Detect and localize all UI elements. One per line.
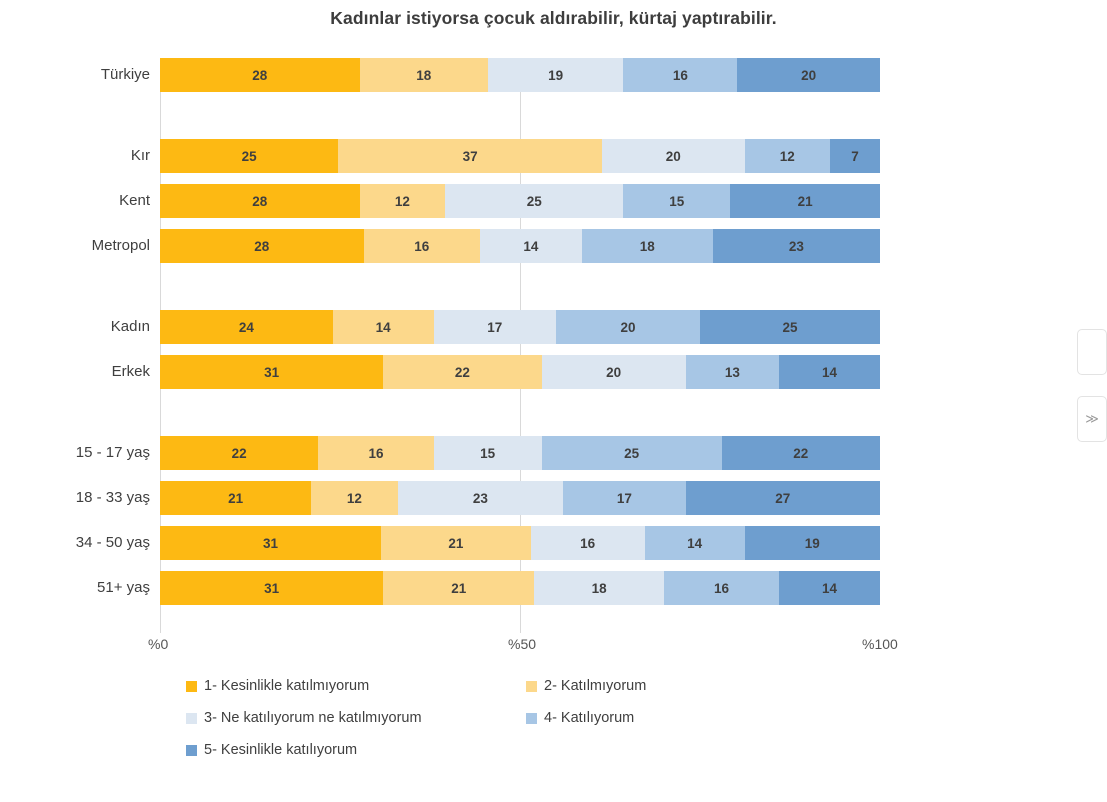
legend-swatch-3 [526, 713, 537, 724]
bar-row [160, 58, 880, 92]
bar-segment[interactable]: 12 [360, 184, 446, 218]
bar-segment[interactable]: 14 [480, 229, 582, 263]
legend-item-2[interactable] [186, 710, 526, 726]
bar-segment[interactable]: 21 [160, 481, 311, 515]
bar-segment[interactable]: 17 [563, 481, 685, 515]
category-label: 15 - 17 yaş [75, 444, 150, 461]
bar-segment[interactable]: 14 [779, 355, 880, 389]
bar-segment[interactable]: 28 [160, 58, 360, 92]
bar-segment[interactable]: 12 [745, 139, 831, 173]
bar-segment[interactable]: 31 [160, 526, 381, 560]
bar-segment[interactable]: 16 [664, 571, 779, 605]
bar-segment[interactable]: 31 [160, 355, 383, 389]
bar-segment[interactable]: 22 [160, 436, 318, 470]
bar-segment[interactable]: 16 [623, 58, 737, 92]
legend-swatch-4 [186, 745, 197, 756]
legend-row-1 [186, 678, 886, 694]
bar-segment[interactable]: 20 [602, 139, 745, 173]
legend-item-0[interactable] [186, 678, 526, 694]
bar-segment[interactable]: 12 [311, 481, 397, 515]
bar-segment[interactable]: 18 [582, 229, 713, 263]
category-label: Erkek [111, 363, 150, 380]
bar-segment[interactable]: 37 [338, 139, 602, 173]
bar-segment[interactable]: 20 [556, 310, 700, 344]
category-label: 34 - 50 yaş [75, 534, 150, 551]
bar-segment[interactable]: 25 [700, 310, 880, 344]
bar-segment[interactable]: 16 [364, 229, 480, 263]
bar-segment[interactable]: 19 [488, 58, 623, 92]
bar-row [160, 139, 880, 173]
legend-swatch-2 [186, 713, 197, 724]
bar-segment[interactable]: 22 [383, 355, 541, 389]
category-label: Metropol [91, 237, 150, 254]
bar-segment[interactable]: 25 [445, 184, 623, 218]
legend-swatch-1 [526, 681, 537, 692]
bar-segment[interactable]: 18 [534, 571, 664, 605]
bar-segment[interactable]: 20 [542, 355, 686, 389]
bar-segment[interactable]: 16 [531, 526, 645, 560]
bar-segment[interactable]: 31 [160, 571, 383, 605]
collapse-icon: ≫ [1085, 411, 1099, 426]
legend-item-1[interactable] [526, 678, 646, 694]
bar-segment[interactable]: 25 [542, 436, 722, 470]
bar-segment[interactable]: 7 [830, 139, 880, 173]
x-axis-tick-label: %0 [148, 636, 169, 652]
side-panel-button-collapse[interactable] [1077, 396, 1107, 442]
legend-label-2: 3- Ne katılıyorum ne katılmıyorum [204, 710, 422, 726]
bar-segment[interactable]: 25 [160, 139, 338, 173]
side-panel-button-top[interactable] [1077, 329, 1107, 375]
bar-segment[interactable]: 14 [779, 571, 880, 605]
legend-row-3 [186, 742, 886, 758]
bar-segment[interactable]: 19 [745, 526, 880, 560]
chart-title: Kadınlar istiyorsa çocuk aldırabilir, kürtaj yaptırabilir. [330, 8, 777, 28]
category-label: 51+ yaş [97, 579, 150, 596]
bar-segment[interactable]: 15 [623, 184, 730, 218]
bar-segment[interactable]: 20 [737, 58, 880, 92]
bar-segment[interactable]: 27 [686, 481, 880, 515]
bar-segment[interactable]: 14 [645, 526, 745, 560]
x-axis-tick-label: %100 [862, 636, 898, 652]
bar-row [160, 481, 880, 515]
category-label: Kadın [110, 318, 150, 335]
bar-row [160, 184, 880, 218]
legend-label-4: 5- Kesinlikle katılıyorum [204, 742, 358, 758]
bar-segment[interactable]: 23 [398, 481, 564, 515]
bar-row [160, 526, 880, 560]
bar-segment[interactable]: 13 [686, 355, 780, 389]
bar-segment[interactable]: 28 [160, 229, 364, 263]
legend-label-0: 1- Kesinlikle katılmıyorum [204, 678, 370, 694]
bar-row [160, 310, 880, 344]
legend-label-3: 4- Katılıyorum [544, 710, 635, 726]
legend [186, 678, 886, 774]
category-label: Kent [119, 192, 150, 209]
bar-segment[interactable]: 21 [730, 184, 880, 218]
bar-segment[interactable]: 21 [383, 571, 534, 605]
bar-row [160, 436, 880, 470]
legend-row-2 [186, 710, 886, 726]
legend-item-4[interactable] [186, 742, 526, 758]
bar-row [160, 229, 880, 263]
category-label: Kır [130, 147, 150, 164]
legend-label-1: 2- Katılmıyorum [544, 678, 647, 694]
category-label: 18 - 33 yaş [75, 489, 150, 506]
bar-segment[interactable]: 23 [713, 229, 880, 263]
plot-area [160, 58, 880, 633]
bar-segment[interactable]: 15 [434, 436, 542, 470]
bar-segment[interactable]: 14 [333, 310, 434, 344]
x-axis-tick-label: %50 [508, 636, 537, 652]
bar-segment[interactable]: 28 [160, 184, 360, 218]
legend-swatch-0 [186, 681, 197, 692]
bar-segment[interactable]: 17 [434, 310, 556, 344]
bar-row [160, 355, 880, 389]
bar-segment[interactable]: 16 [318, 436, 433, 470]
bar-segment[interactable]: 18 [360, 58, 488, 92]
bar-segment[interactable]: 24 [160, 310, 333, 344]
category-label: Türkiye [100, 66, 150, 83]
category-axis-labels [0, 58, 160, 633]
legend-item-3[interactable] [526, 710, 634, 726]
bar-segment[interactable]: 22 [722, 436, 880, 470]
bar-segment[interactable]: 21 [381, 526, 531, 560]
bar-row [160, 571, 880, 605]
